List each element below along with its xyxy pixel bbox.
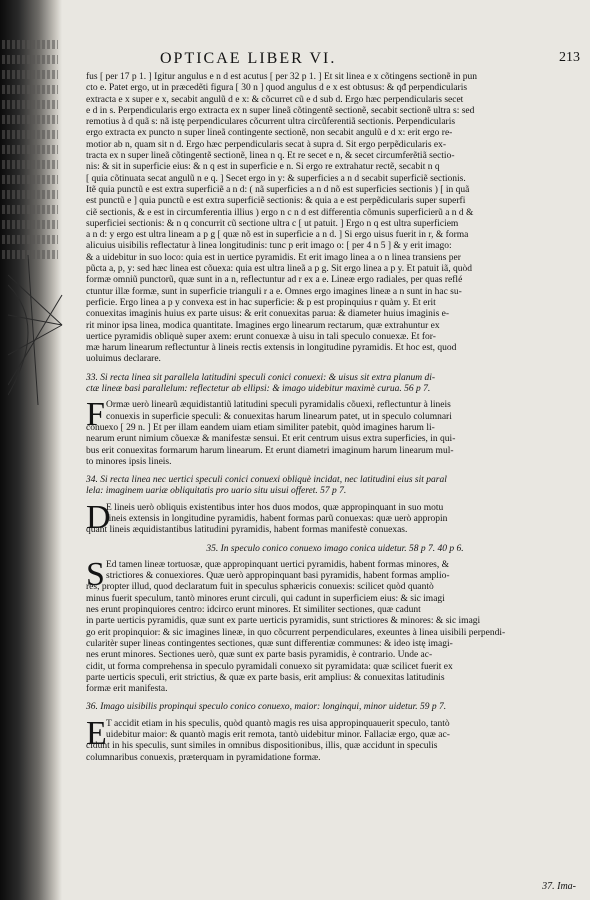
book-page bbox=[64, 0, 584, 900]
text-line: est punctũ e ] quia punctũ e est extra superficiẽ sectionis: & quia a e est perpẽdicularis super superfi bbox=[86, 196, 466, 207]
text-line: cidit, ut forma comprehensa in speculo pyramidali conuexo sit pyramidata: quæ scilicet fuerit ex bbox=[86, 661, 453, 672]
text-line: perficie. Ergo linea a p y convexa est in hac superficie: & p est propinquius r quàm y. Et erit bbox=[86, 297, 436, 308]
text-line: a n d: y ergo est ultra lineam a p g [ quæ nõ est in superficie a n d. ] Si ergo uisus fuerit in r, & forma bbox=[86, 230, 469, 241]
text-line: in parte uerticis pyramidis, quæ sunt ex parte uerticis pyramidis, sunt strictiores & minores: & sic imagi bbox=[86, 616, 481, 627]
heading-line: 34. Si recta linea nec uertici speculi conici conuexi obliquè incidat, nec latitudini eius sit paral bbox=[86, 475, 447, 486]
catchword: 37. Ima- bbox=[542, 881, 576, 892]
text-line: nis: & sit in superficie eius: & n q est in superficie e n. Si ergo re extrahatur rectẽ, secabit n q bbox=[86, 162, 440, 173]
text-line: Ormæ uerò linearũ æquidistantiũ latitudini speculi pyramidalis cõuexi, reflectuntur à lineis bbox=[106, 400, 451, 411]
geometric-figure-fragment bbox=[8, 255, 64, 405]
text-line: formæ erit manifesta. bbox=[86, 684, 168, 695]
text-line: Ed tamen lineæ tortuosæ, quæ appropinquant uertici pyramidis, habent formas minores, & bbox=[106, 559, 449, 570]
proposition-heading bbox=[86, 475, 584, 498]
text-line: columnaribus conuexis, præterquam in pyramidatione formæ. bbox=[86, 752, 321, 763]
text-line: go erit propinquior: & sic imagines lineæ, in quo cõcurrent perpendiculares, exeuntes à linea uisibili perpendi- bbox=[86, 627, 506, 638]
text-line: cto e. Patet ergo, ut in præcedẽti figura [ 30 n ] quod angulus d e x est obtusus: & qđ perpendicularis bbox=[86, 83, 468, 94]
text-line: mæ harum linearum reflectuntur à lineis rectis extensis in longitudine pyramidis. Et hoc est, quod bbox=[86, 343, 457, 354]
drop-cap-initial: S bbox=[86, 555, 105, 593]
text-line: conuexis in superficie speculi: & conuexitas harum linearum patet, ut in speculo columnari bbox=[106, 411, 452, 422]
left-page-edge bbox=[0, 0, 62, 900]
text-line: alicuius uisibilis reflectatur à linea longitudinis: tunc p erit imago o: [ per 4 n 5 ] & y erit imago: bbox=[86, 241, 452, 252]
text-line: conuexo [ 29 n. ] Et per illam eandem uiam etiam similiter patebit, quòd imagines harum li- bbox=[86, 422, 435, 433]
text-line: parte uerticis speculi, erit strictius, & quæ ex parte basis, erit amplius: & conuexitas latitudinis bbox=[86, 672, 445, 683]
proposition-heading bbox=[86, 373, 584, 396]
text-line: uertice pyramidis obliquè super axem: erunt conuexæ à uisu in tali speculo conuexæ. Et for- bbox=[86, 331, 436, 342]
text-line: nearum erunt nimium cõuexæ & manifestæ sensui. Et erit centrum uisus extra superficies, in qui- bbox=[86, 434, 456, 445]
text-line: ergo extracta ex puncto n super lineã contingente sectionẽ, non secabit angulũ e d x: erit ergo re- bbox=[86, 128, 453, 139]
text-line: minus fuerit speculum, tantò minores erunt circuli, qui cadunt in superficiem eius: & sic imagi bbox=[86, 593, 445, 604]
text-line: Itẽ quia punctũ e est extra superficiẽ a n d: ( nã superficies a n d nõ est superficies sectionis ) [ in quã bbox=[86, 184, 470, 195]
section-gap bbox=[86, 366, 584, 373]
text-line: e d in s. Perpendicularis ergo extracta ex n super lineã cõtingentẽ sectionẽ, secabit sectionẽ ultra s: sed bbox=[86, 105, 475, 116]
text-line: uoluimus declarare. bbox=[86, 354, 161, 365]
page-number: 213 bbox=[559, 50, 580, 65]
proposition-heading bbox=[86, 702, 584, 713]
text-line: quant lineis æquidistantibus latitudini pyramidis, habent formas manifestè conuexas. bbox=[86, 525, 408, 536]
text-line: uidebitur maior: & quantò magis erit remota, tantò uidebitur minor. Fallaciæ ergo, quæ ac- bbox=[106, 730, 450, 741]
text-line: nes erunt minores. Sectiones uerò, quæ sunt ex parte basis pyramidis, è contrario. Unde ac- bbox=[86, 650, 433, 661]
heading-line: lela: imaginem uariæ obliquitatis pro uario situ uisui offeret. 57 p 7. bbox=[86, 486, 347, 497]
running-title: OPTICAE LIBER VI. bbox=[160, 50, 337, 67]
text-line: extracta e x super e x, secabit angulũ d e x: & cõcurret cũ e d sub d. Ergo hæc perpendicularis secet bbox=[86, 94, 464, 105]
section-gap bbox=[86, 537, 584, 544]
text-line: fus [ per 17 p 1. ] Igitur angulus e n d est acutus [ per 32 p 1. ] Et sit linea e x cõtingens sectionẽ in pun bbox=[86, 72, 477, 82]
heading-line: 35. In speculo conico conuexo imago conica uidetur. 58 p 7. 40 p 6. bbox=[206, 543, 464, 554]
text-line: cularitèr super lineas contingentes sectiones, quæ sunt differentiæ communes: & ideo istę imagi- bbox=[86, 638, 453, 649]
heading-line: ctæ lineæ basi parallelum: reflectetur ab ellipsi: & imago uidebitur maximè curua. 56 p 7. bbox=[86, 384, 431, 395]
text-line: nes erunt propinquiores centro: idcirco erunt minores. Et similiter sectiones, quæ cadunt bbox=[86, 605, 421, 616]
text-line: cidunt in his speculis, sunt similes in omnibus dispositionibus, illis, quæ accidunt in speculis bbox=[86, 741, 438, 752]
heading-line: 36. Imago uisibilis propinqui speculo conico conuexo, maior: longinqui, minor uidetur. 59 p 7. bbox=[86, 702, 447, 713]
dropcap-paragraph bbox=[86, 498, 584, 537]
heading-line: 33. Si recta linea sit parallela latitudini speculi conici conuexi: & uisus sit extra planum di- bbox=[86, 372, 435, 383]
section-gap bbox=[86, 468, 584, 475]
text-line: pũcta a, p, y: sed hæc linea est cõuexa: quia est ultra lineã a p g. Sit ergo linea a p y. Et patuit iã, quòd bbox=[86, 264, 472, 275]
text-line: ciẽ sectionis, & e est in circumferentia illius ) ergo n c n d est differentia cõmunis superficierũ a n d & bbox=[86, 207, 474, 218]
text-line: T accidit etiam in his speculis, quòd quantò magis res uisa appropinquauerit speculo, tantò bbox=[106, 718, 450, 729]
drop-cap-initial: F bbox=[86, 396, 105, 434]
text-line: ctuntur illæ formæ, sunt in superficie trianguli r a e. Omnes ergo imagines lineæ a n sunt in hac su- bbox=[86, 286, 462, 297]
text-line: motior ab n, quam sit n d. Ergo hæc perpendicularis secat à supra d. Sit ergo perpẽdicularis ex- bbox=[86, 139, 447, 150]
left-page-text-fragments bbox=[2, 40, 58, 265]
text-line: remotius à d quã s: nã istę perpendiculares cõcurrent ultra circũferentiã sectionis. Perpendicularis bbox=[86, 117, 456, 128]
proposition-heading bbox=[86, 544, 584, 555]
text-line: rit minor ipsa linea, modica quantitate. Imagines ergo linearum rectarum, quæ extrahuntur ex bbox=[86, 320, 440, 331]
drop-cap-initial: D bbox=[86, 498, 111, 536]
text-line: res, propter illud, quod declaratum fuit in speculus sphæricis conuexis: scilicet quòd quantò bbox=[86, 582, 434, 593]
dropcap-paragraph bbox=[86, 396, 584, 468]
running-header bbox=[160, 50, 582, 70]
dropcap-paragraph bbox=[86, 555, 584, 696]
text-line: formæ omniũ punctorũ, quæ sunt in a n, reflectuntur ad r ex a e. Lineæ ergo radiales, per quas reflé bbox=[86, 275, 463, 286]
page-body bbox=[86, 72, 584, 764]
text-line: lineis extensis in longitudine pyramidis, habent formas parũ conuexas: quæ uerò appropin bbox=[106, 513, 448, 524]
text-line: to minores ipsis lineis. bbox=[86, 456, 172, 467]
text-line: conuexitas imaginis huius ex parte uisus: & erit conuexitas parua: & diameter huius imaginis e- bbox=[86, 309, 450, 320]
drop-cap-initial: E bbox=[86, 714, 107, 752]
text-line: E lineis uerò obliquis existentibus inter hos duos modos, quæ appropinquant in suo motu bbox=[106, 502, 444, 513]
text-line: superficiei sectionis: & n q concurrit cũ sectione ultra c [ ut patuit. ] Ergo n q est ultra superficiem bbox=[86, 218, 459, 229]
text-line: strictiores & conuexiores. Quæ uerò appropinquant basi pyramidis, habent formas amplio- bbox=[106, 571, 450, 582]
text-paragraph bbox=[86, 72, 584, 366]
text-line: tracta ex n super lineã cõtingentẽ sectionẽ, linea n q. Et re secet e n, & secet circumferẽtiã sectio- bbox=[86, 151, 455, 162]
text-line: [ quia cõtinuata secat angulũ n e q. ] Secet ergo in y: & superficies a n d secabit superficiẽ sectionis. bbox=[86, 173, 466, 184]
dropcap-paragraph bbox=[86, 714, 584, 764]
text-line: & a uidebitur in suo loco: quia est in uertice pyramidis. Et erit imago linea a o n linea transiens per bbox=[86, 252, 461, 263]
text-line: bus erit conuexitas formarum harum linearum. Et erunt diametri imaginum harum linearum mul- bbox=[86, 445, 454, 456]
section-gap bbox=[86, 695, 584, 702]
